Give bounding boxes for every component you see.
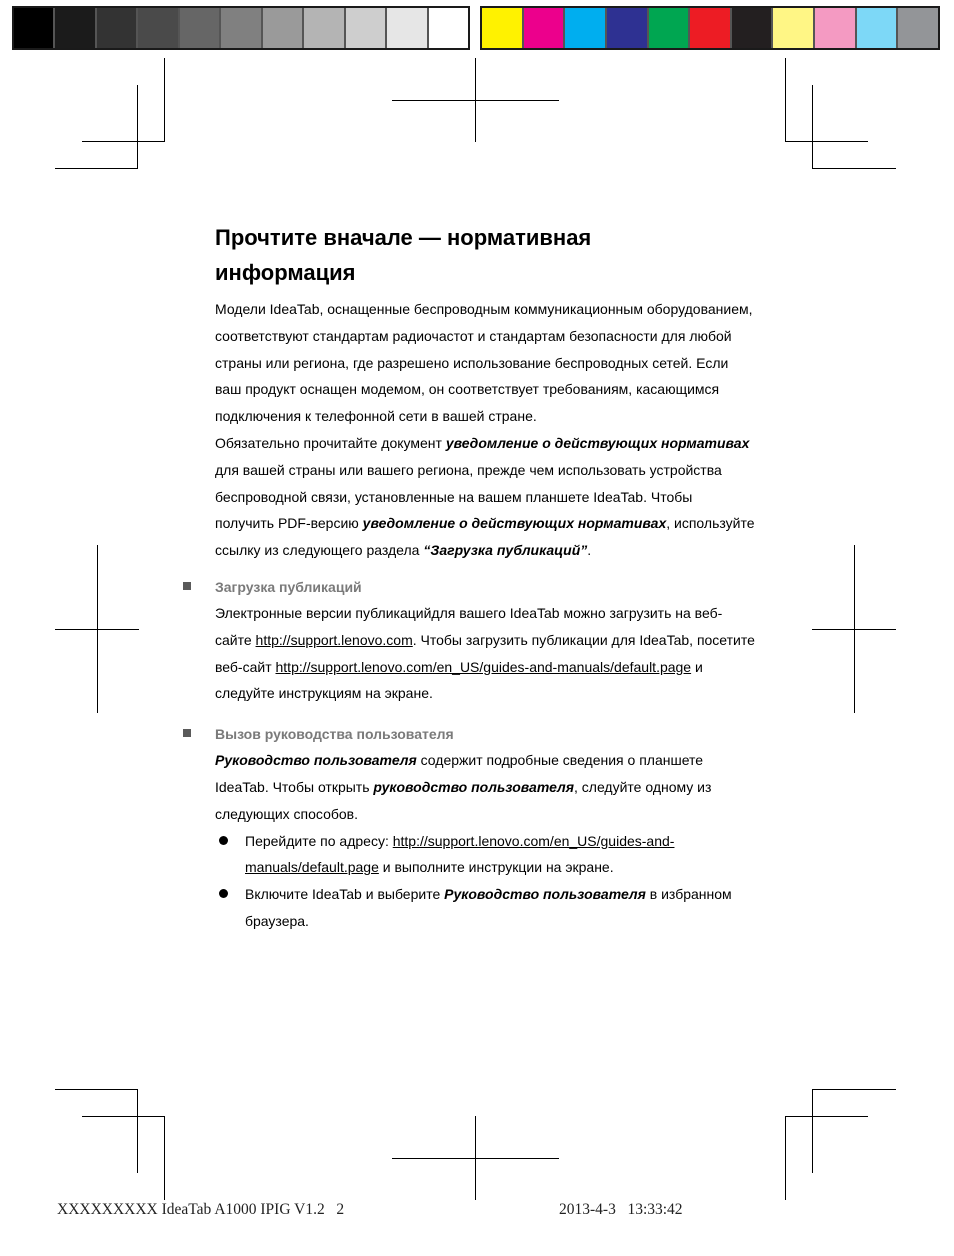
support-link[interactable]: http://support.lenovo.com bbox=[255, 631, 413, 648]
title-line-2: информация bbox=[215, 260, 356, 285]
bullet-icon bbox=[219, 836, 228, 845]
gray-swatch bbox=[97, 8, 138, 48]
color-swatch bbox=[815, 8, 857, 48]
color-swatch bbox=[565, 8, 607, 48]
color-swatch bbox=[857, 8, 899, 48]
download-section-reference: “Загрузка публикаций” bbox=[423, 542, 588, 559]
page-title bbox=[215, 220, 755, 290]
document-body bbox=[215, 220, 755, 935]
gray-swatch bbox=[429, 8, 468, 48]
color-swatch bbox=[649, 8, 691, 48]
guides-manuals-link[interactable]: http://support.lenovo.com/en_US/guides-and-manuals/default.page bbox=[275, 658, 692, 675]
intro-paragraph-2: Обязательно прочитайте документ уведомление о действующих нормативах для вашей страны или вашего региона, прежде чем использовать устройства беспроводной связи, установленные на вашем планшете IdeaTab. Чтобы получить PDF-версию уведомление о действующих нормативах, используйте ссылку из следующего раздела “Загрузка публикаций”. bbox=[215, 434, 755, 559]
regulatory-notice-emphasis: уведомление о действующих нормативах bbox=[445, 434, 750, 451]
color-swatch bbox=[690, 8, 732, 48]
list-item: Включите IdeaTab и выберите Руководство пользователя в избранном браузера. bbox=[215, 881, 755, 935]
gray-swatch bbox=[263, 8, 304, 48]
list-item: Перейдите по адресу: http://support.lenovo.com/en_US/guides-and-manuals/default.page и выполните инструкции на экране. bbox=[215, 828, 755, 882]
color-swatch bbox=[773, 8, 815, 48]
grayscale-calibration-strip bbox=[12, 6, 470, 50]
color-swatch bbox=[524, 8, 566, 48]
guides-manuals-link-2[interactable]: http://support.lenovo.com/en_US/guides-and-manuals/default.page bbox=[245, 832, 675, 876]
gray-swatch bbox=[387, 8, 428, 48]
gray-swatch bbox=[55, 8, 96, 48]
gray-swatch bbox=[138, 8, 179, 48]
regulatory-notice-emphasis-2: уведомление о действующих нормативах bbox=[362, 515, 667, 532]
title-line-1: Прочтите вначале — нормативная bbox=[215, 225, 592, 250]
section-user-guide-text: Руководство пользователя содержит подробные сведения о планшете IdeaTab. Чтобы открыть руководство пользователя, следуйте одному из следующих способов. bbox=[215, 752, 712, 822]
footer-document-id: XXXXXXXXX IdeaTab A1000 IPIG V1.2 2 bbox=[57, 1201, 345, 1218]
section-download-text: Электронные версии публикацийдля вашего IdeaTab можно загрузить на веб-сайте http://support.lenovo.com. Чтобы загрузить публикации для IdeaTab, посетите веб-сайт http://support.lenovo.com/en_US/guides-and-manuals/default.page и следуйте инструкциям на экране. bbox=[215, 604, 755, 702]
gray-swatch bbox=[346, 8, 387, 48]
gray-swatch bbox=[304, 8, 345, 48]
gray-swatch bbox=[221, 8, 262, 48]
section-user-guide-heading: Вызов руководства пользователя bbox=[215, 721, 755, 747]
color-calibration-strip bbox=[480, 6, 940, 50]
gray-swatch bbox=[180, 8, 221, 48]
color-swatch bbox=[732, 8, 774, 48]
color-swatch bbox=[482, 8, 524, 48]
color-swatch bbox=[607, 8, 649, 48]
color-swatch bbox=[898, 8, 938, 48]
square-bullet-icon bbox=[183, 729, 191, 737]
footer-timestamp: 2013-4-3 13:33:42 bbox=[559, 1201, 683, 1218]
square-bullet-icon bbox=[183, 582, 191, 590]
section-download-heading: Загрузка публикаций bbox=[215, 574, 755, 600]
gray-swatch bbox=[14, 8, 55, 48]
intro-paragraph-1: Модели IdeaTab, оснащенные беспроводным коммуникационным оборудованием, соответствуют стандартам радиочастот и стандартам безопасности для любой страны или региона, где разрешено использование беспроводных сетей. Если ваш продукт оснащен модемом, он соответствует требованиям, касающимся подключения к телефонной сети в вашей стране. bbox=[215, 301, 753, 425]
bullet-icon bbox=[219, 889, 228, 898]
